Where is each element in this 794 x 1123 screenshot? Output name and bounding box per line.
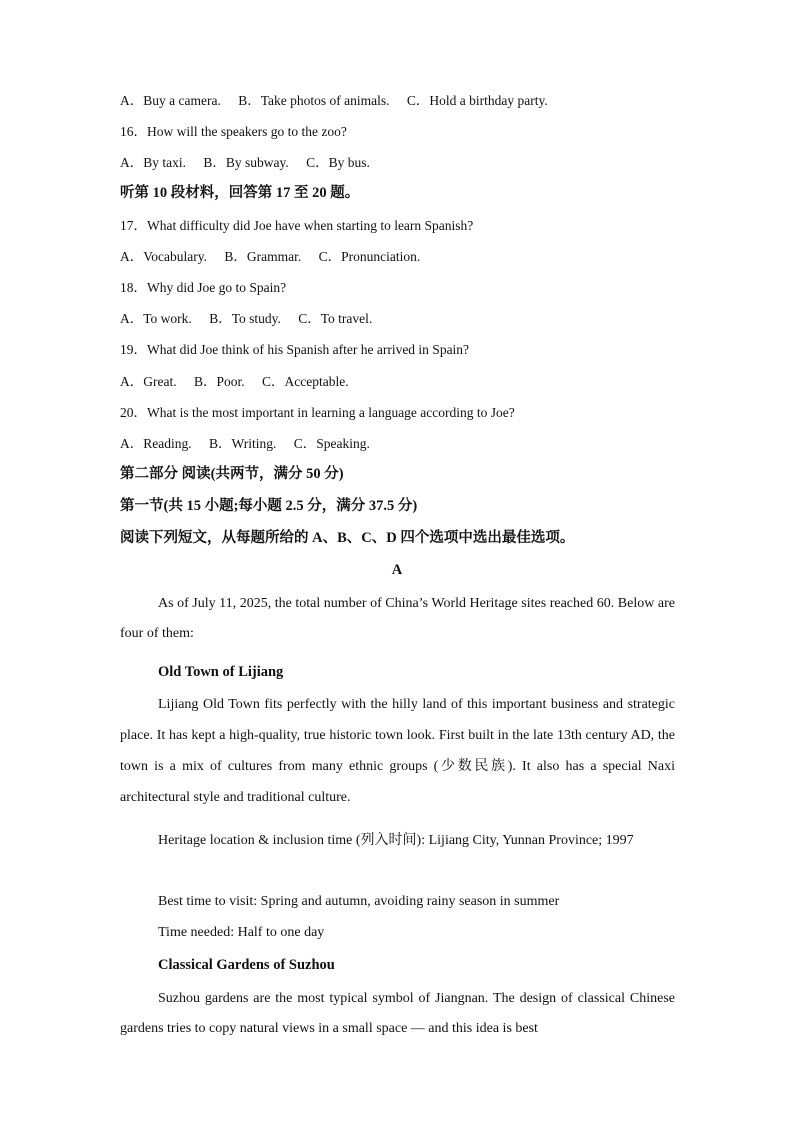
passage-intro: As of July 11, 2025, the total number of China’s World Heritage sites reached 60. Below are four of them:: [120, 596, 675, 641]
q15-option-b: B．Take photos of animals.: [238, 93, 390, 108]
passage-label: A: [391, 562, 403, 578]
q17-option-a: A．Vocabulary.: [120, 249, 207, 264]
section10-heading: 听第 10 段材料，回答第 17 至 20 题。: [120, 185, 360, 201]
q20-options: [120, 435, 370, 453]
q19-option-b: B．Poor.: [193, 374, 245, 389]
q15-option-c: C．Hold a birthday party.: [406, 93, 548, 108]
q17-options: [120, 248, 420, 266]
q19-option-c: C．Acceptable.: [262, 374, 349, 389]
q20-option-a: A．Reading.: [120, 436, 192, 451]
part2-heading: 第二部分 阅读(共两节，满分 50 分): [120, 466, 344, 482]
q20-stem: 20．What is the most important in learning a language according to Joe?: [120, 405, 515, 420]
lijiang-location: Heritage location & inclusion time (列入时间): Lijiang City, Yunnan Province; 1997: [158, 833, 634, 848]
q18-option-a: A．To work.: [120, 311, 192, 326]
lijiang-time-needed: Time needed: Half to one day: [158, 925, 325, 940]
q15-option-a: A．Buy a camera.: [120, 93, 221, 108]
q16-option-b: B．By subway.: [203, 155, 289, 170]
q18-option-c: C．To travel.: [298, 311, 373, 326]
lijiang-best-time: Best time to visit: Spring and autumn, avoiding rainy season in summer: [158, 894, 560, 909]
q19-stem: 19．What did Joe think of his Spanish after he arrived in Spain?: [120, 342, 470, 357]
q15-options: [120, 92, 548, 110]
suzhou-body: Suzhou gardens are the most typical symbol of Jiangnan. The design of classical Chinese gardens tries to copy natural views in a small space — and this idea is best: [120, 991, 675, 1036]
q19-options: [120, 373, 349, 391]
section1-heading: 第一节(共 15 小题;每小题 2.5 分，满分 37.5 分): [120, 498, 418, 514]
q16-stem: 16．How will the speakers go to the zoo?: [120, 124, 347, 139]
q16-options: [120, 154, 370, 172]
q20-option-b: B．Writing.: [209, 436, 277, 451]
lijiang-body: Lijiang Old Town fits perfectly with the hilly land of this important business and strategic place. It has kept a high-quality, true historic town look. First built in the late 13th century AD, the town is a mix of cultures from many ethnic groups (少数民族). It also has a special Naxi architectural style and traditional culture.: [120, 697, 675, 805]
q18-stem: 18．Why did Joe go to Spain?: [120, 280, 287, 295]
q17-option-c: C．Pronunciation.: [318, 249, 421, 264]
q20-option-c: C．Speaking.: [293, 436, 370, 451]
suzhou-title: Classical Gardens of Suzhou: [158, 957, 335, 973]
q18-options: [120, 310, 372, 328]
q19-option-a: A．Great.: [120, 374, 177, 389]
q17-option-b: B．Grammar.: [224, 249, 302, 264]
q16-option-c: C．By bus.: [306, 155, 370, 170]
q18-option-b: B．To study.: [209, 311, 281, 326]
q16-option-a: A．By taxi.: [120, 155, 186, 170]
q17-stem: 17．What difficulty did Joe have when starting to learn Spanish?: [120, 218, 474, 233]
reading-instruction: 阅读下列短文，从每题所给的 A、B、C、D 四个选项中选出最佳选项。: [120, 530, 575, 546]
lijiang-title: Old Town of Lijiang: [158, 664, 284, 680]
